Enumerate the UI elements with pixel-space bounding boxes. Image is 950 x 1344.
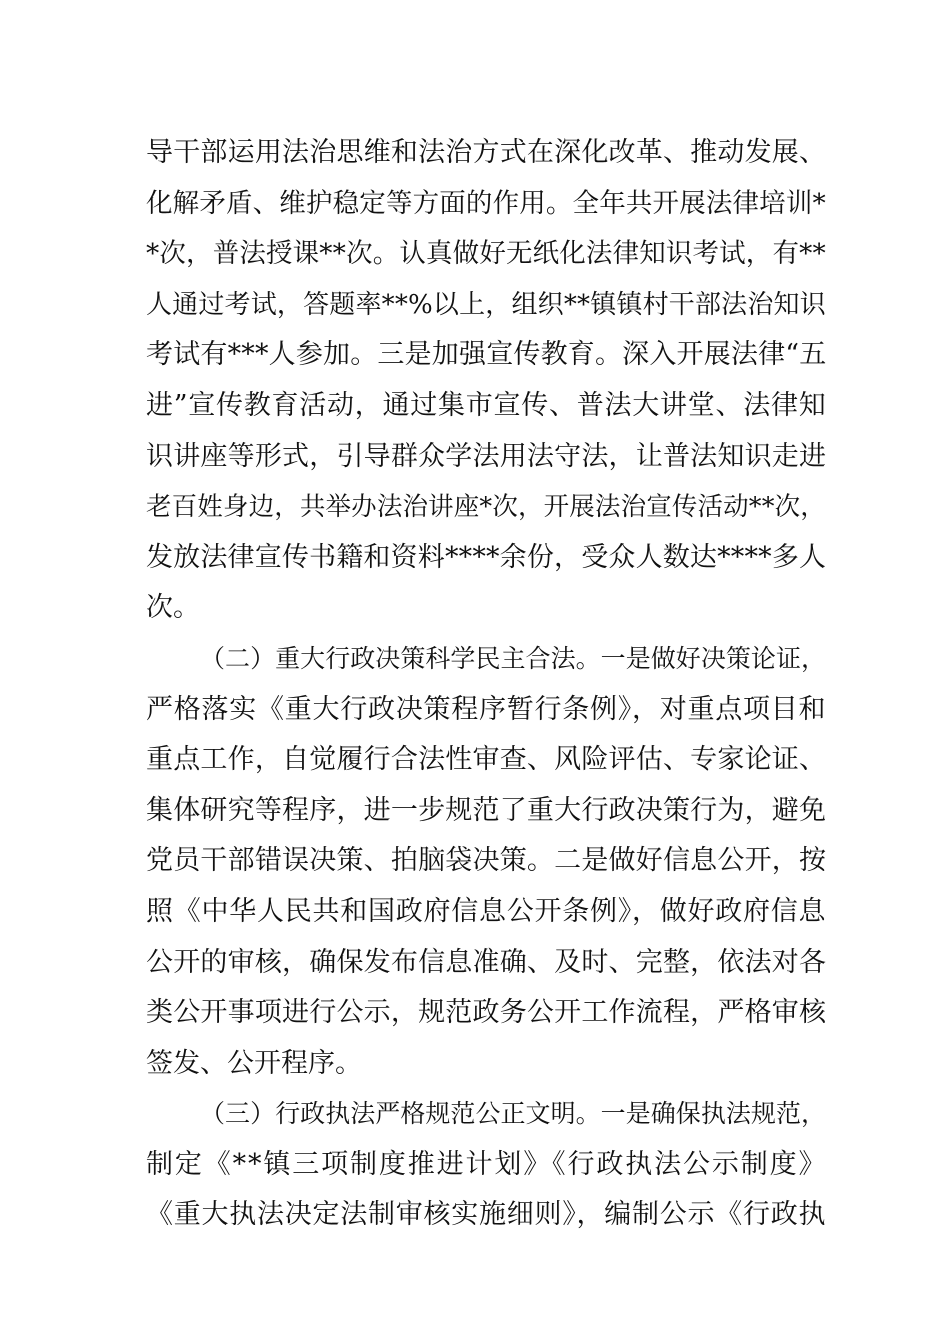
text-line: 化解矛盾、维护稳定等方面的作用。全年共开展法律培训* (146, 187, 826, 219)
text-line: 重点工作，自觉履行合法性审查、风险评估、专家论证、 (146, 744, 827, 776)
text-line: 严格落实《重大行政决策程序暂行条例》，对重点项目和 (146, 693, 827, 725)
text-line: 签发、公开程序。 (146, 1047, 362, 1079)
text-line: 类公开事项进行公示，规范政务公开工作流程，严格审核 (146, 997, 827, 1029)
text-line: 考试有***人参加。三是加强宣传教育。深入开展法律“五 (146, 339, 827, 371)
text-line: 识讲座等形式，引导群众学法用法守法，让普法知识走进 (146, 440, 827, 472)
document-body (146, 128, 826, 1241)
text-line: 进”宣传教育活动，通过集市宣传、普法大讲堂、法律知 (146, 389, 827, 421)
section-heading-line: （二）重大行政决策科学民主合法。一是做好决策论证， (200, 643, 827, 673)
text-line: 老百姓身边，共举办法治讲座*次，开展法治宣传活动**次， (146, 492, 826, 523)
text-line: 制定《**镇三项制度推进计划》《行政执法公示制度》 (146, 1148, 828, 1180)
text-line: 人通过考试，答题率**%以上，组织**镇镇村干部法治知识 (146, 289, 826, 320)
section-heading-line: （三）行政执法严格规范公正文明。一是确保执法规范， (200, 1099, 827, 1129)
text-line: 《重大执法决定法制审核实施细则》，编制公示《行政执 (146, 1199, 827, 1231)
text-line: 公开的审核，确保发布信息准确、及时、完整，依法对各 (146, 946, 827, 978)
text-line: 导干部运用法治思维和法治方式在深化改革、推动发展、 (146, 137, 827, 168)
text-line: *次，普法授课**次。认真做好无纸化法律知识考试，有** (146, 238, 826, 270)
text-line: 集体研究等程序，进一步规范了重大行政决策行为，避免 (146, 794, 827, 826)
text-line: 发放法律宣传书籍和资料****余份，受众人数达****多人 (146, 541, 827, 573)
text-line: 党员干部错误决策、拍脑袋决策。二是做好信息公开，按 (146, 845, 827, 877)
text-line: 次。 (146, 592, 200, 624)
text-line: 照《中华人民共和国政府信息公开条例》，做好政府信息 (146, 895, 827, 927)
